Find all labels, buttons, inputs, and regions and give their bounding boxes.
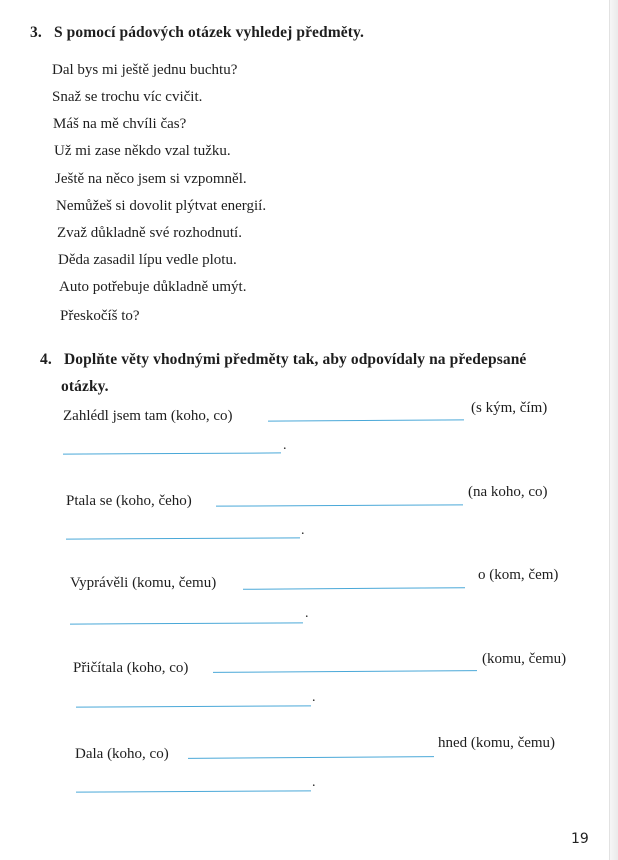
task-3-sentence: Máš na mě chvíli čas? (53, 116, 187, 132)
fill-item-4-suffix: (komu, čemu) (482, 651, 567, 667)
task-3-sentence: Ještě na něco jsem si vzpomněl. (55, 171, 247, 187)
fill-item-4-prefix: Přičítala (koho, co) (73, 660, 189, 676)
fill-item-5-prefix: Dala (koho, co) (75, 746, 169, 762)
task-3-title: S pomocí pádových otázek vyhledej předměty. (53, 24, 364, 41)
fill-item-2-prefix: Ptala se (koho, čeho) (66, 493, 192, 509)
task-3-sentence: Nemůžeš si dovolit plýtvat energií. (56, 198, 267, 214)
task-3-sentence: Děda zasadil lípu vedle plotu. (58, 252, 237, 268)
fill-item-1-blank-2[interactable] (63, 452, 281, 454)
fill-item-4-period: . (312, 690, 316, 705)
page-edge (609, 0, 618, 860)
fill-item-2-blank-2[interactable] (66, 537, 300, 539)
fill-item-5-blank-2[interactable] (76, 790, 311, 792)
fill-item-3-period: . (305, 606, 309, 621)
page-number: 19 (571, 831, 589, 847)
fill-item-2-period: . (301, 523, 305, 538)
fill-item-5-blank-1[interactable] (188, 756, 434, 759)
fill-item-1-prefix: Zahlédl jsem tam (koho, co) (63, 408, 233, 424)
task-3-sentence: Zvaž důkladně své rozhodnutí. (57, 225, 242, 241)
task-3-number: 3. (30, 24, 42, 41)
task-4-number: 4. (40, 351, 52, 368)
fill-item-2-suffix: (na koho, co) (468, 484, 548, 500)
task-3-heading (30, 24, 364, 42)
fill-item-4-blank-2[interactable] (76, 705, 311, 707)
task-4-title-line2: otázky. (61, 378, 109, 395)
fill-item-5-period: . (312, 775, 316, 790)
fill-item-1-suffix: (s kým, čím) (471, 400, 548, 416)
task-3-sentence: Snaž se trochu víc cvičit. (52, 89, 203, 105)
task-3-sentence: Dal bys mi ještě jednu buchtu? (52, 62, 238, 78)
fill-item-3-blank-2[interactable] (70, 622, 303, 624)
fill-item-5-suffix: hned (komu, čemu) (438, 735, 556, 751)
task-4-heading (40, 351, 526, 369)
fill-item-2-blank-1[interactable] (216, 504, 463, 506)
fill-item-4-blank-1[interactable] (213, 670, 477, 673)
fill-item-3-prefix: Vyprávěli (komu, čemu) (70, 575, 217, 591)
fill-item-1-period: . (283, 438, 287, 453)
fill-item-3-blank-1[interactable] (243, 587, 465, 590)
fill-item-1-blank-1[interactable] (268, 419, 464, 421)
task-3-sentence: Přeskočíš to? (60, 308, 140, 324)
fill-item-3-suffix: o (kom, čem) (478, 567, 559, 583)
task-3-sentence: Auto potřebuje důkladně umýt. (59, 279, 247, 295)
task-3-sentence: Už mi zase někdo vzal tužku. (54, 143, 231, 159)
task-4-title-line1: Doplňte věty vhodnými předměty tak, aby odpovídaly na předepsané (63, 351, 527, 368)
